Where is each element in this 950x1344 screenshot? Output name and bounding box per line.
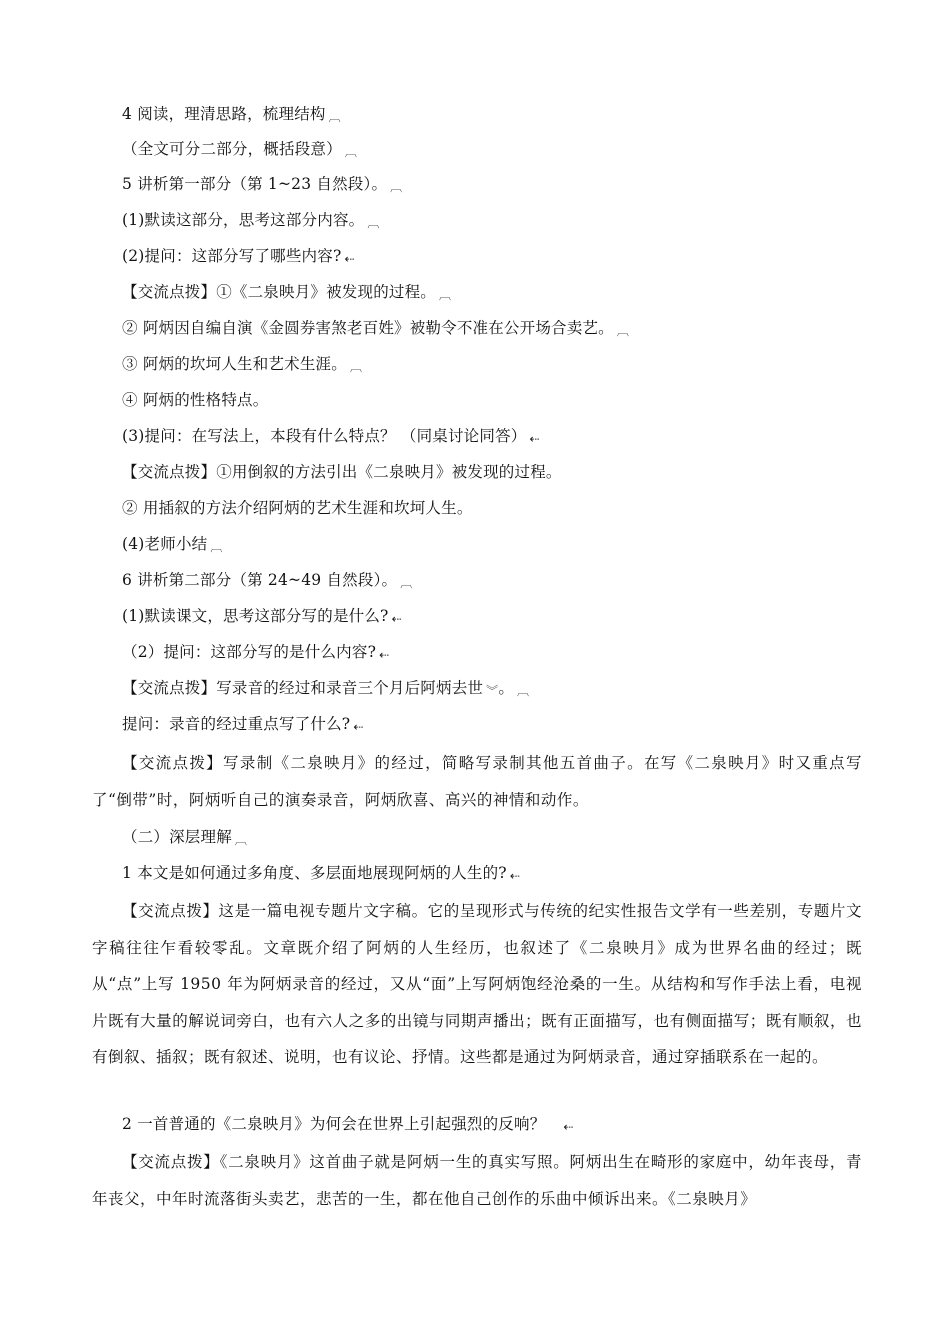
paragraph <box>92 745 862 818</box>
paragraph-mark-icon: ︹ <box>517 684 530 698</box>
paragraph-mark-icon: ︹ <box>234 833 248 847</box>
paragraph-mark-icon: ︹ <box>328 110 341 124</box>
line-text: 【交流点拨】写录音的经过和录音三个月后阿炳去世 <box>122 679 484 697</box>
text-line <box>122 863 862 886</box>
line-break-mark-icon: ⇠ <box>379 648 390 662</box>
text-line <box>122 1114 862 1137</box>
text-line <box>122 570 862 593</box>
line-text: (3)提问：在写法上，本段有什么特点？ （同桌讨论同答） <box>122 427 527 445</box>
line-text: ④ 阿炳的性格特点。 <box>122 391 269 409</box>
text-line: 【交流点拨】写录音的经过和录音三个月后阿炳去世 ︾。 ︹ <box>122 678 862 701</box>
text-line <box>122 174 862 197</box>
text-line <box>122 354 862 377</box>
text-line <box>122 282 862 305</box>
text-line <box>122 318 862 341</box>
line-text: ② 阿炳因自编自演《金圆券害煞老百姓》被勒令不准在公开场合卖艺。 <box>122 319 614 337</box>
text-line <box>122 104 862 127</box>
line-text: (1)默读课文，思考这部分写的是什么? <box>122 607 389 625</box>
paragraph <box>92 893 862 1076</box>
paragraph-mark-icon: ︹ <box>344 145 358 159</box>
paragraph-mark-icon: ︹ <box>439 288 452 302</box>
line-text: (1)默读这部分，思考这部分内容。 <box>122 211 365 229</box>
paragraph-text: 【交流点拨】《二泉映月》这首曲子就是阿炳一生的真实写照。阿炳出生在畸形的家庭中，幼年丧母，青年丧父，中年时流落街头卖艺，悲苦的一生，都在他自己创作的乐曲中倾诉出来。《二泉映月》 <box>92 1153 862 1208</box>
text-line <box>122 426 862 449</box>
paragraph-mark-icon: ︹ <box>616 324 630 338</box>
line-text: ② 用插叙的方法介绍阿炳的艺术生涯和坎坷人生。 <box>122 499 473 517</box>
line-text: （2）提问：这部分写的是什么内容? <box>122 643 377 661</box>
line-text: （全文可分二部分，概括段意） <box>122 140 342 158</box>
line-text: 【交流点拨】①用倒叙的方法引出《二泉映月》被发现的过程。 <box>122 463 562 481</box>
paragraph-text: 【交流点拨】这是一篇电视专题片文字稿。它的呈现形式与传统的纪实性报告文学有一些差别，专题片文字稿往往乍看较零乱。文章既介绍了阿炳的人生经历，也叙述了《二泉映月》成为世界名曲的经过；既从“点”上写 1950 年为阿炳录音的经过，又从“面”上写阿炳饱经沧桑的一生。从结构和写作手法上看，电视片既有大量的解说词旁白，也有六人之多的出镜与同期声播出；既有正面描写，也有侧面描写；既有顺叙，也有倒叙、插叙；既有叙述、说明，也有议论、抒情。这些都是通过为阿炳录音，通过穿插联系在一起的。 <box>92 902 862 1066</box>
line-break-mark-icon: ⇠ <box>509 869 521 883</box>
line-break-mark-icon: ⇠ <box>391 612 402 626</box>
text-line <box>122 714 862 737</box>
line-text: (4)老师小结 <box>122 535 208 553</box>
text-line <box>122 642 862 665</box>
text-line <box>122 827 862 850</box>
line-text: 提问：录音的经过重点写了什么? <box>122 715 351 733</box>
text-line <box>122 534 862 557</box>
line-text: (2)提问：这部分写了哪些内容? <box>122 247 342 265</box>
text-line <box>122 462 862 482</box>
line-text: 5 讲析第一部分（第 1~23 自然段）。 <box>122 175 388 193</box>
text-line <box>122 606 862 629</box>
line-text: 1 本文是如何通过多角度、多层面地展现阿炳的人生的? <box>122 864 507 882</box>
paragraph-mark-icon: ︹ <box>390 180 403 194</box>
paragraph-text: 【交流点拨】写录制《二泉映月》的经过，简略写录制其他五首曲子。在写《二泉映月》时又重点写了“倒带”时，阿炳听自己的演奏录音，阿炳欣喜、高兴的神情和动作。 <box>92 754 862 809</box>
line-text: ③ 阿炳的坎坷人生和艺术生涯。 <box>122 355 347 373</box>
line-break-mark-icon: ⇠ <box>344 252 355 266</box>
paragraph-mark-icon: ︹ <box>367 216 380 230</box>
line-text: 2 一首普通的《二泉映月》为何会在世界上引起强烈的反响？ <box>122 1115 546 1133</box>
text-line <box>122 390 862 410</box>
text-line <box>122 498 862 518</box>
paragraph <box>92 1144 862 1217</box>
text-line <box>122 210 862 233</box>
chevron-down-icon: ︾ <box>486 684 499 698</box>
line-break-mark-icon: ⇠ <box>353 720 364 734</box>
paragraph-mark-icon: ︹ <box>210 540 223 554</box>
line-text: 4 阅读，理清思路，梳理结构 <box>122 105 326 123</box>
text-line <box>122 246 862 269</box>
line-text: （二）深层理解 <box>122 828 232 846</box>
paragraph-mark-icon: ︹ <box>400 576 413 590</box>
line-text: 6 讲析第二部分（第 24~49 自然段）。 <box>122 571 398 589</box>
paragraph-mark-icon: ︹ <box>349 360 363 374</box>
line-text: 【交流点拨】①《二泉映月》被发现的过程。 <box>122 283 437 301</box>
line-break-mark-icon: ⇠ <box>529 432 540 446</box>
text-line <box>122 139 862 162</box>
line-break-mark-icon: ⇠ <box>563 1120 574 1134</box>
